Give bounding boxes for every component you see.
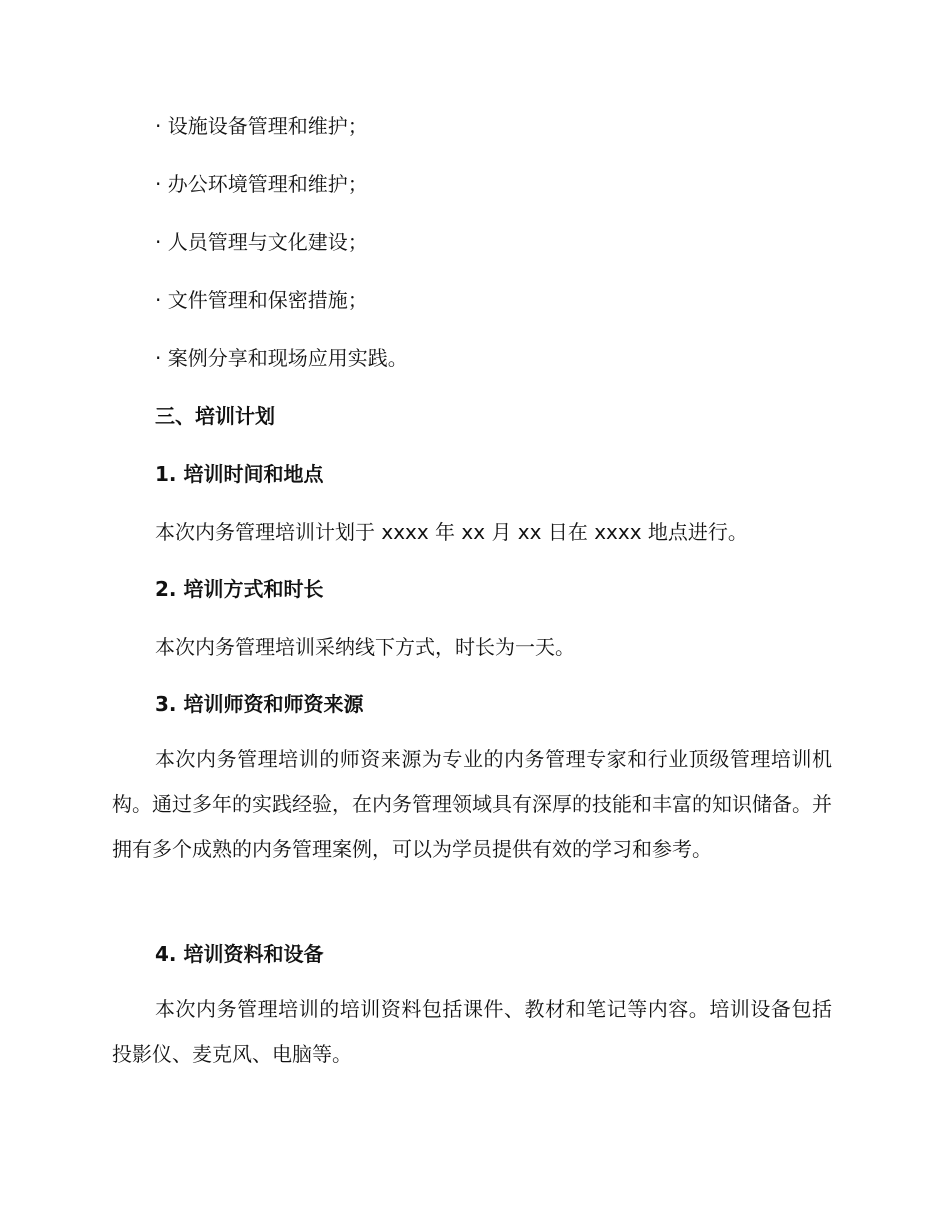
- bullet-item-case-sharing: · 案例分享和现场应用实践。: [155, 346, 408, 370]
- bullet-item-facilities: · 设施设备管理和维护；: [155, 114, 368, 138]
- bullet-item-personnel-culture: · 人员管理与文化建设；: [155, 230, 368, 254]
- section-title-training-plan: 三、培训计划: [155, 404, 275, 428]
- paragraph-time-location: 本次内务管理培训计划于 xxxx 年 xx 月 xx 日在 xxxx 地点进行。: [155, 520, 748, 544]
- paragraph-materials-equipment: 本次内务管理培训的培训资料包括课件、教材和笔记等内容。培训设备包括投影仪、麦克风、电脑等。: [112, 997, 832, 1066]
- paragraph-instructors: 本次内务管理培训的师资来源为专业的内务管理专家和行业顶级管理培训机构。通过多年的实践经验，在内务管理领域具有深厚的技能和丰富的知识储备。并拥有多个成熟的内务管理案例，可以为学员提供有效的学习和参考。: [112, 747, 832, 861]
- topic-bullet-list: [155, 112, 855, 372]
- bullet-item-document-confidentiality: · 文件管理和保密措施；: [155, 288, 368, 312]
- subheading-materials-equipment: 4. 培训资料和设备: [155, 942, 324, 966]
- bullet-item-office-environment: · 办公环境管理和维护；: [155, 172, 368, 196]
- subheading-instructors: 3. 培训师资和师资来源: [155, 692, 364, 716]
- subheading-time-location: 1. 培训时间和地点: [155, 462, 324, 486]
- subheading-method-duration: 2. 培训方式和时长: [155, 577, 324, 601]
- paragraph-method-duration: 本次内务管理培训采纳线下方式，时长为一天。: [155, 635, 575, 659]
